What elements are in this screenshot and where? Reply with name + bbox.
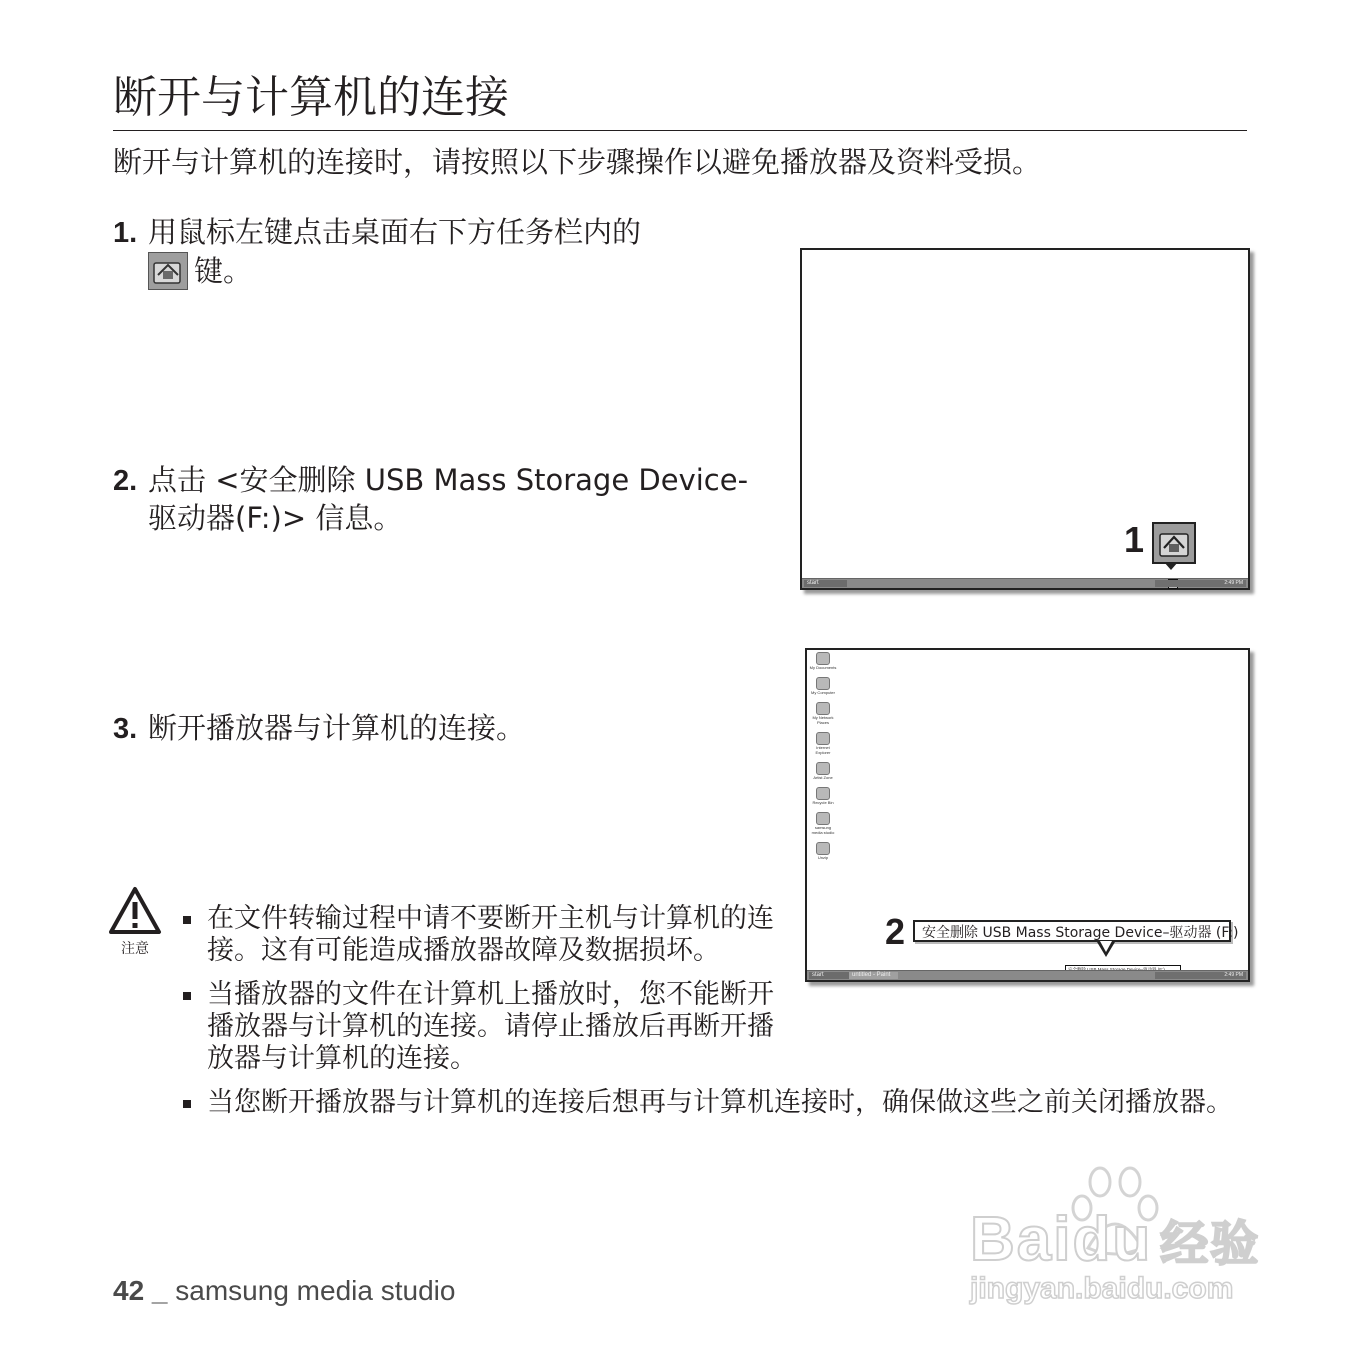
- watermark-brand-cn: 经验: [1160, 1218, 1261, 1271]
- desktop-icon[interactable]: samsung media studio: [809, 812, 837, 835]
- system-tray: 2:49 PM: [1155, 972, 1246, 979]
- step-text: 点击 <安全删除 USB Mass Storage Device-: [148, 463, 749, 497]
- footer-text: samsung media studio: [175, 1275, 456, 1306]
- note-item: 当您断开播放器与计算机的连接后想再与计算机连接时，确保做这些之前关闭播放器。: [183, 1087, 1257, 1119]
- step-3: [113, 710, 525, 748]
- baidu-watermark: [960, 1160, 1280, 1310]
- desktop-icon[interactable]: Artist Zone: [809, 762, 837, 780]
- watermark-brand: Baidu: [970, 1205, 1153, 1274]
- warning-triangle-icon: [108, 886, 162, 936]
- step-text: 键。: [194, 254, 253, 288]
- step-number: 1.: [113, 217, 138, 249]
- desktop-screenshot-1: [800, 248, 1250, 590]
- title-divider: [113, 130, 1247, 131]
- page-footer: [113, 1274, 455, 1308]
- taskbar: [802, 578, 1248, 588]
- desktop-icon[interactable]: Internet Explorer: [809, 732, 837, 755]
- caution-block: [108, 886, 162, 958]
- desktop-icon[interactable]: Recycle Bin: [809, 787, 837, 805]
- note-item: 当播放器的文件在计算机上播放时，您不能断开播放器与计算机的连接。请停止播放后再断开播放器与计算机的连接。: [183, 979, 797, 1075]
- step-1: [113, 214, 641, 290]
- caution-notes: [183, 903, 1263, 1131]
- step-number: 2.: [113, 465, 138, 497]
- start-button[interactable]: start: [809, 972, 852, 979]
- desktop-icon[interactable]: My Documents: [809, 652, 837, 670]
- page-title: 断开与计算机的连接: [113, 72, 509, 123]
- step-text: 断开播放器与计算机的连接。: [148, 711, 526, 745]
- page-number: 42 _: [113, 1275, 168, 1306]
- desktop-icon[interactable]: My Computer: [809, 677, 837, 695]
- caution-label: 注意: [121, 941, 149, 957]
- desktop-icon[interactable]: My Network Places: [809, 702, 837, 725]
- callout-pointer: [1164, 562, 1178, 570]
- start-button[interactable]: start: [804, 580, 847, 587]
- note-item: 在文件转输过程中请不要断开主机与计算机的连接。这有可能造成播放器故障及数据损坏。: [183, 903, 797, 967]
- intro-text: 断开与计算机的连接时，请按照以下步骤操作以避免播放器及资料受损。: [113, 145, 1042, 179]
- callout-number: 1: [1124, 519, 1145, 560]
- safely-remove-hardware-icon: [1152, 522, 1196, 564]
- taskbar-task[interactable]: untitled - Paint: [849, 972, 898, 979]
- step-text: 用鼠标左键点击桌面右下方任务栏内的: [148, 215, 642, 249]
- desktop-icons: [809, 652, 839, 867]
- safely-remove-hardware-icon: [148, 252, 188, 290]
- step-text: 驱动器(F:)> 信息。: [148, 501, 403, 535]
- callout-number: 2: [885, 911, 906, 952]
- watermark-url: jingyan.baidu.com: [970, 1272, 1234, 1305]
- desktop-icon[interactable]: Unzip: [809, 842, 837, 860]
- step-number: 3.: [113, 713, 138, 745]
- safely-remove-balloon[interactable]: 安全删除 USB Mass Storage Device–驱动器 (F:): [913, 920, 1231, 942]
- system-tray: 2:49 PM: [1155, 580, 1246, 587]
- step-2: [113, 462, 748, 537]
